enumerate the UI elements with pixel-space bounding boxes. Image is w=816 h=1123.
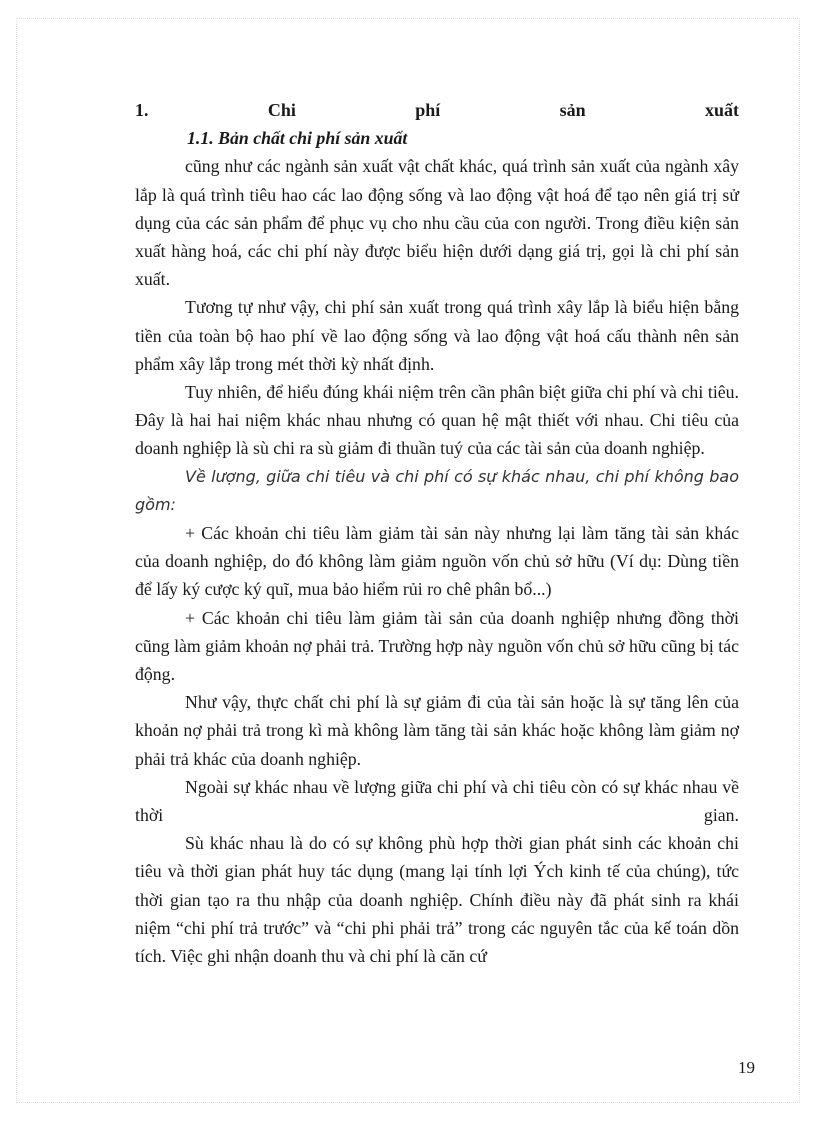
heading-word: phí: [415, 100, 441, 120]
heading-number: 1.: [135, 100, 149, 120]
body-paragraph: cũng như các ngành sản xuất vật chất khác, quá trình sản xuất của ngành xây lắp là quá trình tiêu hao các lao động sống và lao động vật hoá để tạo nên giá trị sử dụng của các sản phẩm để phục vụ cho nhu cầu của con người. Trong điều kiện sản xuất hàng hoá, các chi phí này được biểu hiện dưới dạng giá trị, gọi là chi phí sản xuất.: [135, 156, 739, 290]
body-paragraph: + Các khoản chi tiêu làm giảm tài sản này nhưng lại làm tăng tài sản khác của doanh nghiệp, do đó không làm giảm nguồn vốn chủ sở hữu (Ví dụ: Dùng tiền để lấy ký cược ký quĩ, mua bảo hiểm rủi ro chê phân bổ...): [135, 523, 739, 600]
body-paragraph: Về lượng, giữa chi tiêu và chi phí có sự khác nhau, chi phí không bao gồm:: [135, 466, 739, 514]
subsection-heading: 1.1. Bản chất chi phí sản xuất: [187, 128, 408, 149]
heading-word: sản: [559, 100, 586, 120]
page-number: 19: [738, 1058, 755, 1077]
document-body: [135, 96, 739, 970]
heading-word: Chi: [267, 100, 296, 120]
section-heading: [135, 96, 739, 124]
body-paragraph: Tuy nhiên, để hiểu đúng khái niệm trên cần phân biệt giữa chi phí và chi tiêu. Đây là hai hai niệm khác nhau nhưng có quan hệ mật thiết với nhau. Chi tiêu của doanh nghiệp là sù chi ra sù giảm đi thuần tuý của các tài sản của doanh nghiệp.: [135, 382, 739, 459]
body-paragraph: Tương tự như vậy, chi phí sản xuất trong quá trình xây lắp là biểu hiện bằng tiền của toàn bộ hao phí về lao động sống và lao động vật hoá cấu thành nên sản phẩm xây lắp trong mét thời kỳ nhất định.: [135, 297, 739, 374]
body-paragraph: Như vậy, thực chất chi phí là sự giảm đi của tài sản hoặc là sự tăng lên của khoản nợ phải trả trong kì mà không làm tăng tài sản khác hoặc không làm giảm nợ phải trả khác của doanh nghiệp.: [135, 692, 739, 769]
body-paragraph: Sù khác nhau là do có sự không phù hợp thời gian phát sinh các khoản chi tiêu và thời gian phát huy tác dụng (mang lại tính lợi Ých kinh tế của chúng), tức thời gian tạo ra thu nhập của doanh nghiệp. Chính điều này đã phát sinh ra khái niệm “chi phí trả trước” và “chi phi phải trả” trong các nguyên tắc của kế toán dồn tích. Việc ghi nhận doanh thu và chi phí là căn cứ: [135, 833, 739, 967]
body-paragraph: + Các khoản chi tiêu làm giảm tài sản của doanh nghiệp nhưng đồng thời cũng làm giảm khoản nợ phải trả. Trường hợp này nguồn vốn chủ sở hữu cũng bị tác động.: [135, 607, 739, 685]
paragraph-list: [135, 152, 739, 970]
heading-word: xuất: [704, 100, 739, 120]
body-paragraph: Ngoài sự khác nhau về lượng giữa chi phí và chi tiêu còn có sự khác nhau về thời gian.: [135, 776, 739, 826]
